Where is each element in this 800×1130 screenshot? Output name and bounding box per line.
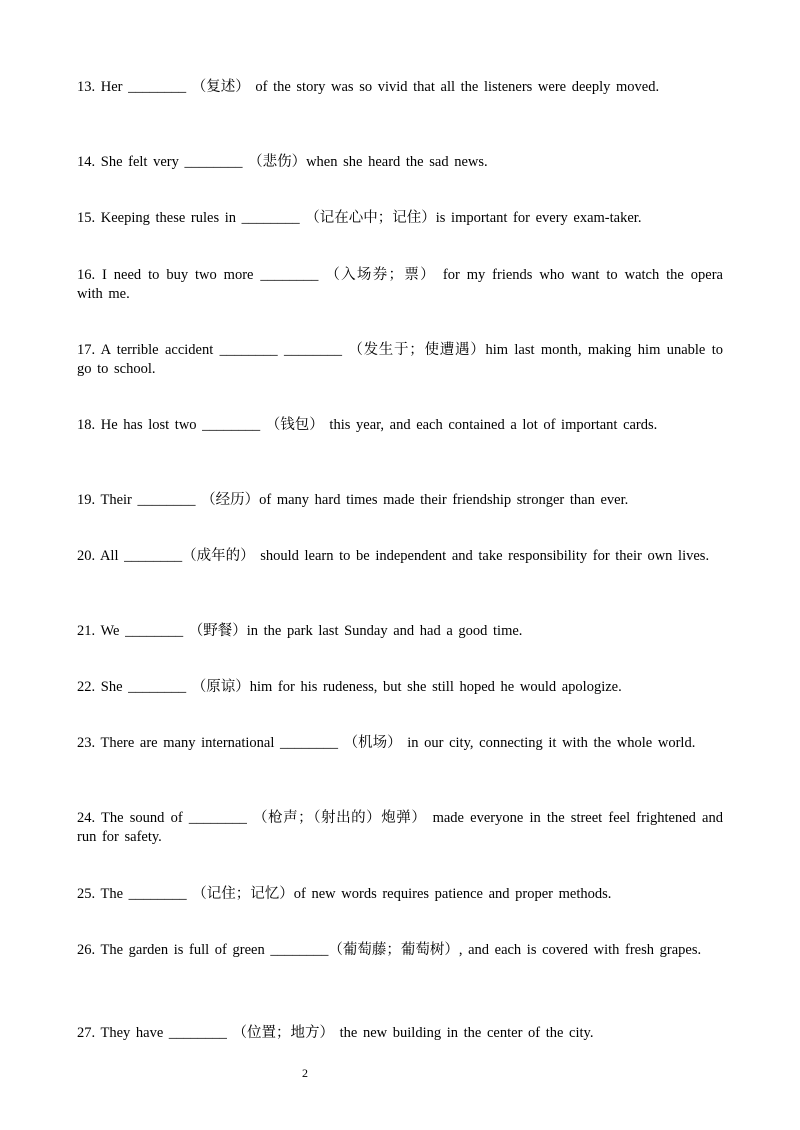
question-15: 15. Keeping these rules in ________ （记在心中；记住）is important for every exam-taker.	[77, 210, 642, 226]
question-16: 16. I need to buy two more ________ （入场券；票） for my friends who want to watch the opera with me.	[77, 267, 723, 302]
question-25: 25. The ________ （记住；记忆）of new words requires patience and proper methods.	[77, 886, 612, 902]
question-27: 27. They have ________ （位置；地方） the new building in the center of the city.	[77, 1025, 594, 1041]
page-number: 2	[302, 1066, 308, 1080]
question-19: 19. Their ________ （经历）of many hard times made their friendship stronger than ever.	[77, 492, 629, 508]
question-18: 18. He has lost two ________ （钱包） this year, and each contained a lot of important cards.	[77, 417, 658, 433]
question-24: 24. The sound of ________ （枪声；（射出的）炮弹） made everyone in the street feel frightened and run for safety.	[77, 810, 723, 845]
question-17: 17. A terrible accident ________ ________ （发生于；使遭遇）him last month, making him unable to go to school.	[77, 342, 723, 377]
question-20: 20. All ________（成年的） should learn to be independent and take responsibility for their own lives.	[77, 548, 710, 564]
question-14: 14. She felt very ________ （悲伤）when she heard the sad news.	[77, 154, 488, 170]
question-21: 21. We ________ （野餐）in the park last Sunday and had a good time.	[77, 623, 523, 639]
question-23: 23. There are many international ________ （机场） in our city, connecting it with the whole world.	[77, 735, 696, 751]
question-22: 22. She ________ （原谅）him for his rudeness, but she still hoped he would apologize.	[77, 679, 622, 695]
question-13: 13. Her ________ （复述） of the story was so vivid that all the listeners were deeply moved.	[77, 79, 660, 95]
question-26: 26. The garden is full of green ________（葡萄藤；葡萄树）, and each is covered with fresh grapes.	[77, 942, 702, 958]
